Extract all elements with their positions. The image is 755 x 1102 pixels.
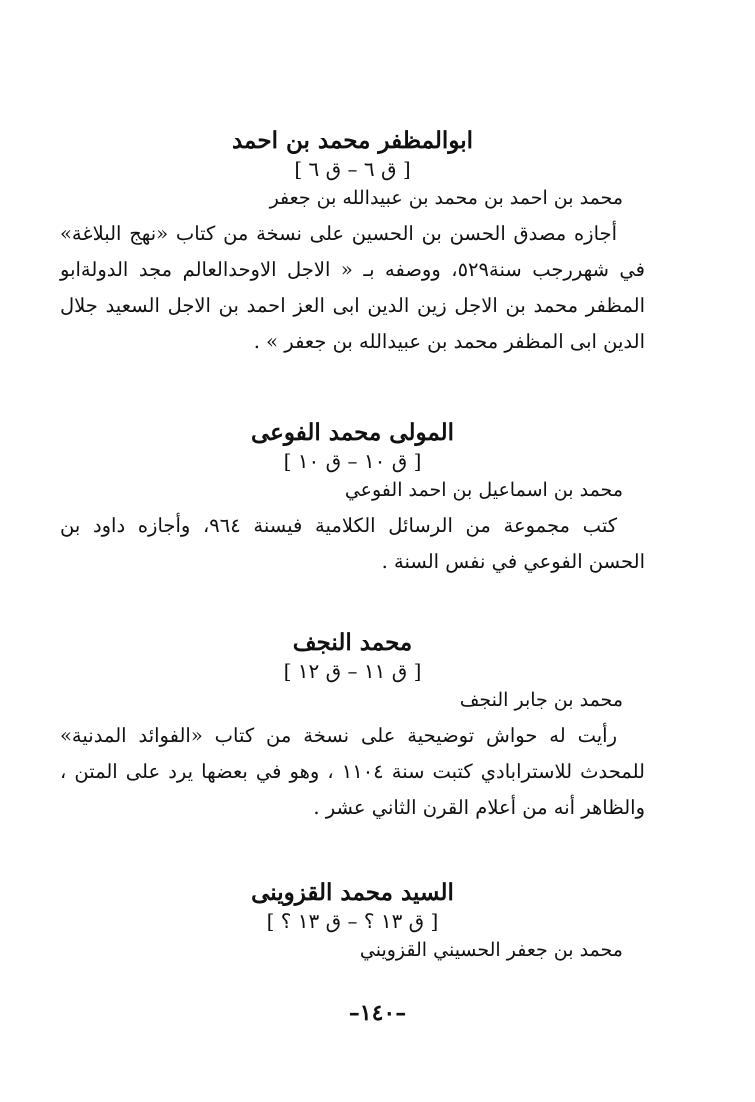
page-number: –١٤٠– — [348, 1000, 407, 1026]
entry-4 — [60, 878, 645, 966]
entry-title: محمد النجف — [292, 629, 413, 656]
entry-date: [ ق ١١ – ق ١٢ ] — [283, 659, 422, 683]
entry-full-name: محمد بن اسماعيل بن احمد الفوعي — [344, 479, 623, 501]
entry-date: [ ق ١٠ – ق ١٠ ] — [283, 449, 422, 473]
entry-full-name: محمد بن جابر النجف — [459, 689, 623, 711]
entry-1 — [60, 126, 645, 360]
entry-text: كتب مجموعة من الرسائل الكلامية فيسنة ٩٦٤، وأجازه داود بن الحسن الفوعي في نفس السنة . — [60, 514, 645, 573]
entry-full-name: محمد بن احمد بن محمد بن عبيدالله بن جعفر — [269, 187, 623, 209]
entry-title: السيد محمد القزوينى — [251, 879, 454, 906]
entry-3 — [60, 628, 645, 826]
entry-title: ابوالمظفر محمد بن احمد — [231, 127, 473, 154]
entry-text: رأيت له حواش توضيحية على نسخة من كتاب «الفوائد المدنية» للمحدث للاسترابادي كتبت سنة ١١٠٤ ، وهو في بعضها يرد على المتن ، والظاهر أنه من أعلام القرن الثاني عشر . — [60, 724, 645, 819]
entry-title: المولى محمد الفوعى — [250, 419, 455, 446]
entry-text: أجازه مصدق الحسن بن الحسين على نسخة من كتاب «نهج البلاغة» في شهررجب سنة٥٢٩، ووصفه بـ « الاجل الاوحدالعالم مجد الدولةابو المظفر محمد بن الاجل زين الدين ابى العز احمد بن الاجل السعيد جلال الدين ابى المظفر محمد بن عبيدالله بن جعفر » . — [60, 222, 646, 353]
entry-2 — [60, 418, 645, 580]
entry-full-name: محمد بن جعفر الحسيني القزويني — [359, 939, 623, 961]
entry-date: [ ق ٦ – ق ٦ ] — [294, 157, 411, 181]
entry-date: [ ق ١٣ ؟ – ق ١٣ ؟ ] — [266, 909, 439, 933]
